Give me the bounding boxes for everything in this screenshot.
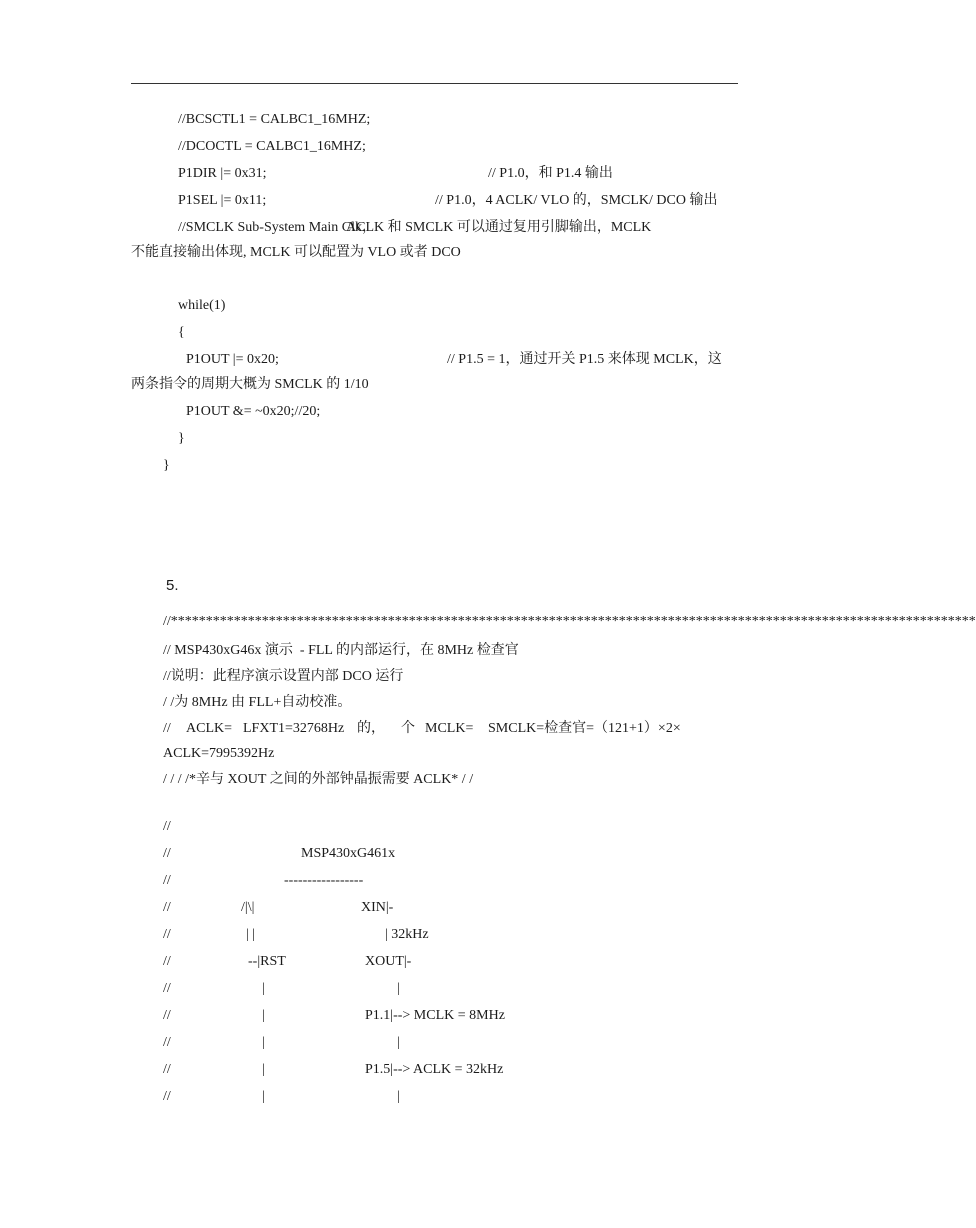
diagram-xin-pin: XIN|- — [361, 900, 394, 915]
comment-aclk-label: ACLK= — [186, 721, 233, 736]
code-comment-p1dir: // P1.0，和 P1.4 输出 — [488, 166, 613, 181]
code-comment-smclk: //SMCLK Sub-System Main Clk， — [178, 220, 376, 235]
diagram-right-edge-8: | — [397, 1035, 400, 1050]
diagram-left-edge-9: | — [262, 1062, 265, 1077]
diagram-slashes-5: // — [163, 954, 171, 969]
diagram-left-edge-8: | — [262, 1035, 265, 1050]
diagram-chip-name: MSP430xG461x — [301, 846, 396, 861]
code-comment-p1sel: // P1.0，4 ACLK/ VLO 的，SMCLK/ DCO 输出 — [435, 193, 718, 208]
comment-mclk: MCLK= — [425, 721, 474, 736]
code-line-p1out-set: P1OUT |= 0x20; — [186, 352, 279, 367]
diagram-line-0: // — [163, 819, 171, 834]
code-line-close-brace-inner: } — [178, 431, 185, 446]
comment-ge: 个 — [401, 721, 415, 736]
diagram-slashes-1: // — [163, 846, 171, 861]
code-line-open-brace: { — [178, 325, 185, 340]
code-comment-cycle-wrap: 两条指令的周期大概为 SMCLK 的 1/10 — [131, 377, 369, 392]
diagram-slashes-6: // — [163, 981, 171, 996]
code-line-p1out-clear: P1OUT &= ~0x20;//20; — [186, 404, 321, 419]
diagram-slashes-2: // — [163, 873, 171, 888]
comment-de: 的， — [357, 721, 385, 736]
code-line-while: while(1) — [178, 298, 226, 313]
diagram-slashes-9: // — [163, 1062, 171, 1077]
stars-separator: //******************************************************************************************************************* — [163, 614, 976, 629]
comment-smclk-formula: SMCLK=检查官=（121+1）×2× — [488, 721, 681, 736]
comment-xout-crystal: / / / /*辛与 XOUT 之间的外部钟晶振需要 ACLK* / / — [163, 772, 474, 787]
code-line-close-brace-outer: } — [163, 458, 170, 473]
comment-fll-calibration: / /为 8MHz 由 FLL+自动校准。 — [163, 695, 352, 710]
header-rule — [131, 83, 738, 84]
comment-aclk-slashes: // — [163, 721, 171, 736]
diagram-crystal-32khz: | 32kHz — [385, 927, 429, 942]
diagram-right-edge-6: | — [397, 981, 400, 996]
diagram-aclk-output: P1.5|--> ACLK = 32kHz — [365, 1062, 504, 1077]
diagram-mclk-output: P1.1|--> MCLK = 8MHz — [365, 1008, 505, 1023]
code-line-p1sel: P1SEL |= 0x11; — [178, 193, 267, 208]
diagram-slashes-3: // — [163, 900, 171, 915]
diagram-slashes-10: // — [163, 1089, 171, 1104]
comment-lfxt1: LFXT1=32768Hz — [243, 721, 345, 736]
diagram-vcc-symbol: /|\| — [241, 900, 255, 915]
diagram-left-edge-10: | — [262, 1089, 265, 1104]
diagram-chip-top-border: ----------------- — [284, 873, 364, 888]
comment-demo-title: // MSP430xG46x 演示 - FLL 的内部运行，在 8MHz 检查官 — [163, 643, 519, 658]
section-number: 5. — [166, 577, 179, 594]
code-comment-p1out-set: // P1.5 = 1，通过开关 P1.5 来体现 MCLK，这 — [447, 352, 722, 367]
code-line-bcsctl1: //BCSCTL1 = CALBC1_16MHZ; — [178, 112, 371, 127]
diagram-right-edge-10: | — [397, 1089, 400, 1104]
diagram-vcc-leads: | | — [246, 927, 256, 942]
code-comment-aclk: ACLK 和 SMCLK 可以通过复用引脚输出，MCLK — [346, 220, 652, 235]
diagram-slashes-7: // — [163, 1008, 171, 1023]
diagram-slashes-8: // — [163, 1035, 171, 1050]
comment-description: //说明：此程序演示设置内部 DCO 运行 — [163, 669, 404, 684]
code-line-p1dir: P1DIR |= 0x31; — [178, 166, 267, 181]
diagram-rst-pin: --|RST — [248, 954, 286, 969]
diagram-slashes-4: // — [163, 927, 171, 942]
comment-aclk-result: ACLK=7995392Hz — [163, 746, 275, 761]
code-line-dcoctl: //DCOCTL = CALBC1_16MHZ; — [178, 139, 366, 154]
diagram-left-edge-6: | — [262, 981, 265, 996]
diagram-left-edge-7: | — [262, 1008, 265, 1023]
code-comment-mclk-wrap: 不能直接输出体现, MCLK 可以配置为 VLO 或者 DCO — [131, 245, 461, 260]
diagram-xout-pin: XOUT|- — [365, 954, 412, 969]
